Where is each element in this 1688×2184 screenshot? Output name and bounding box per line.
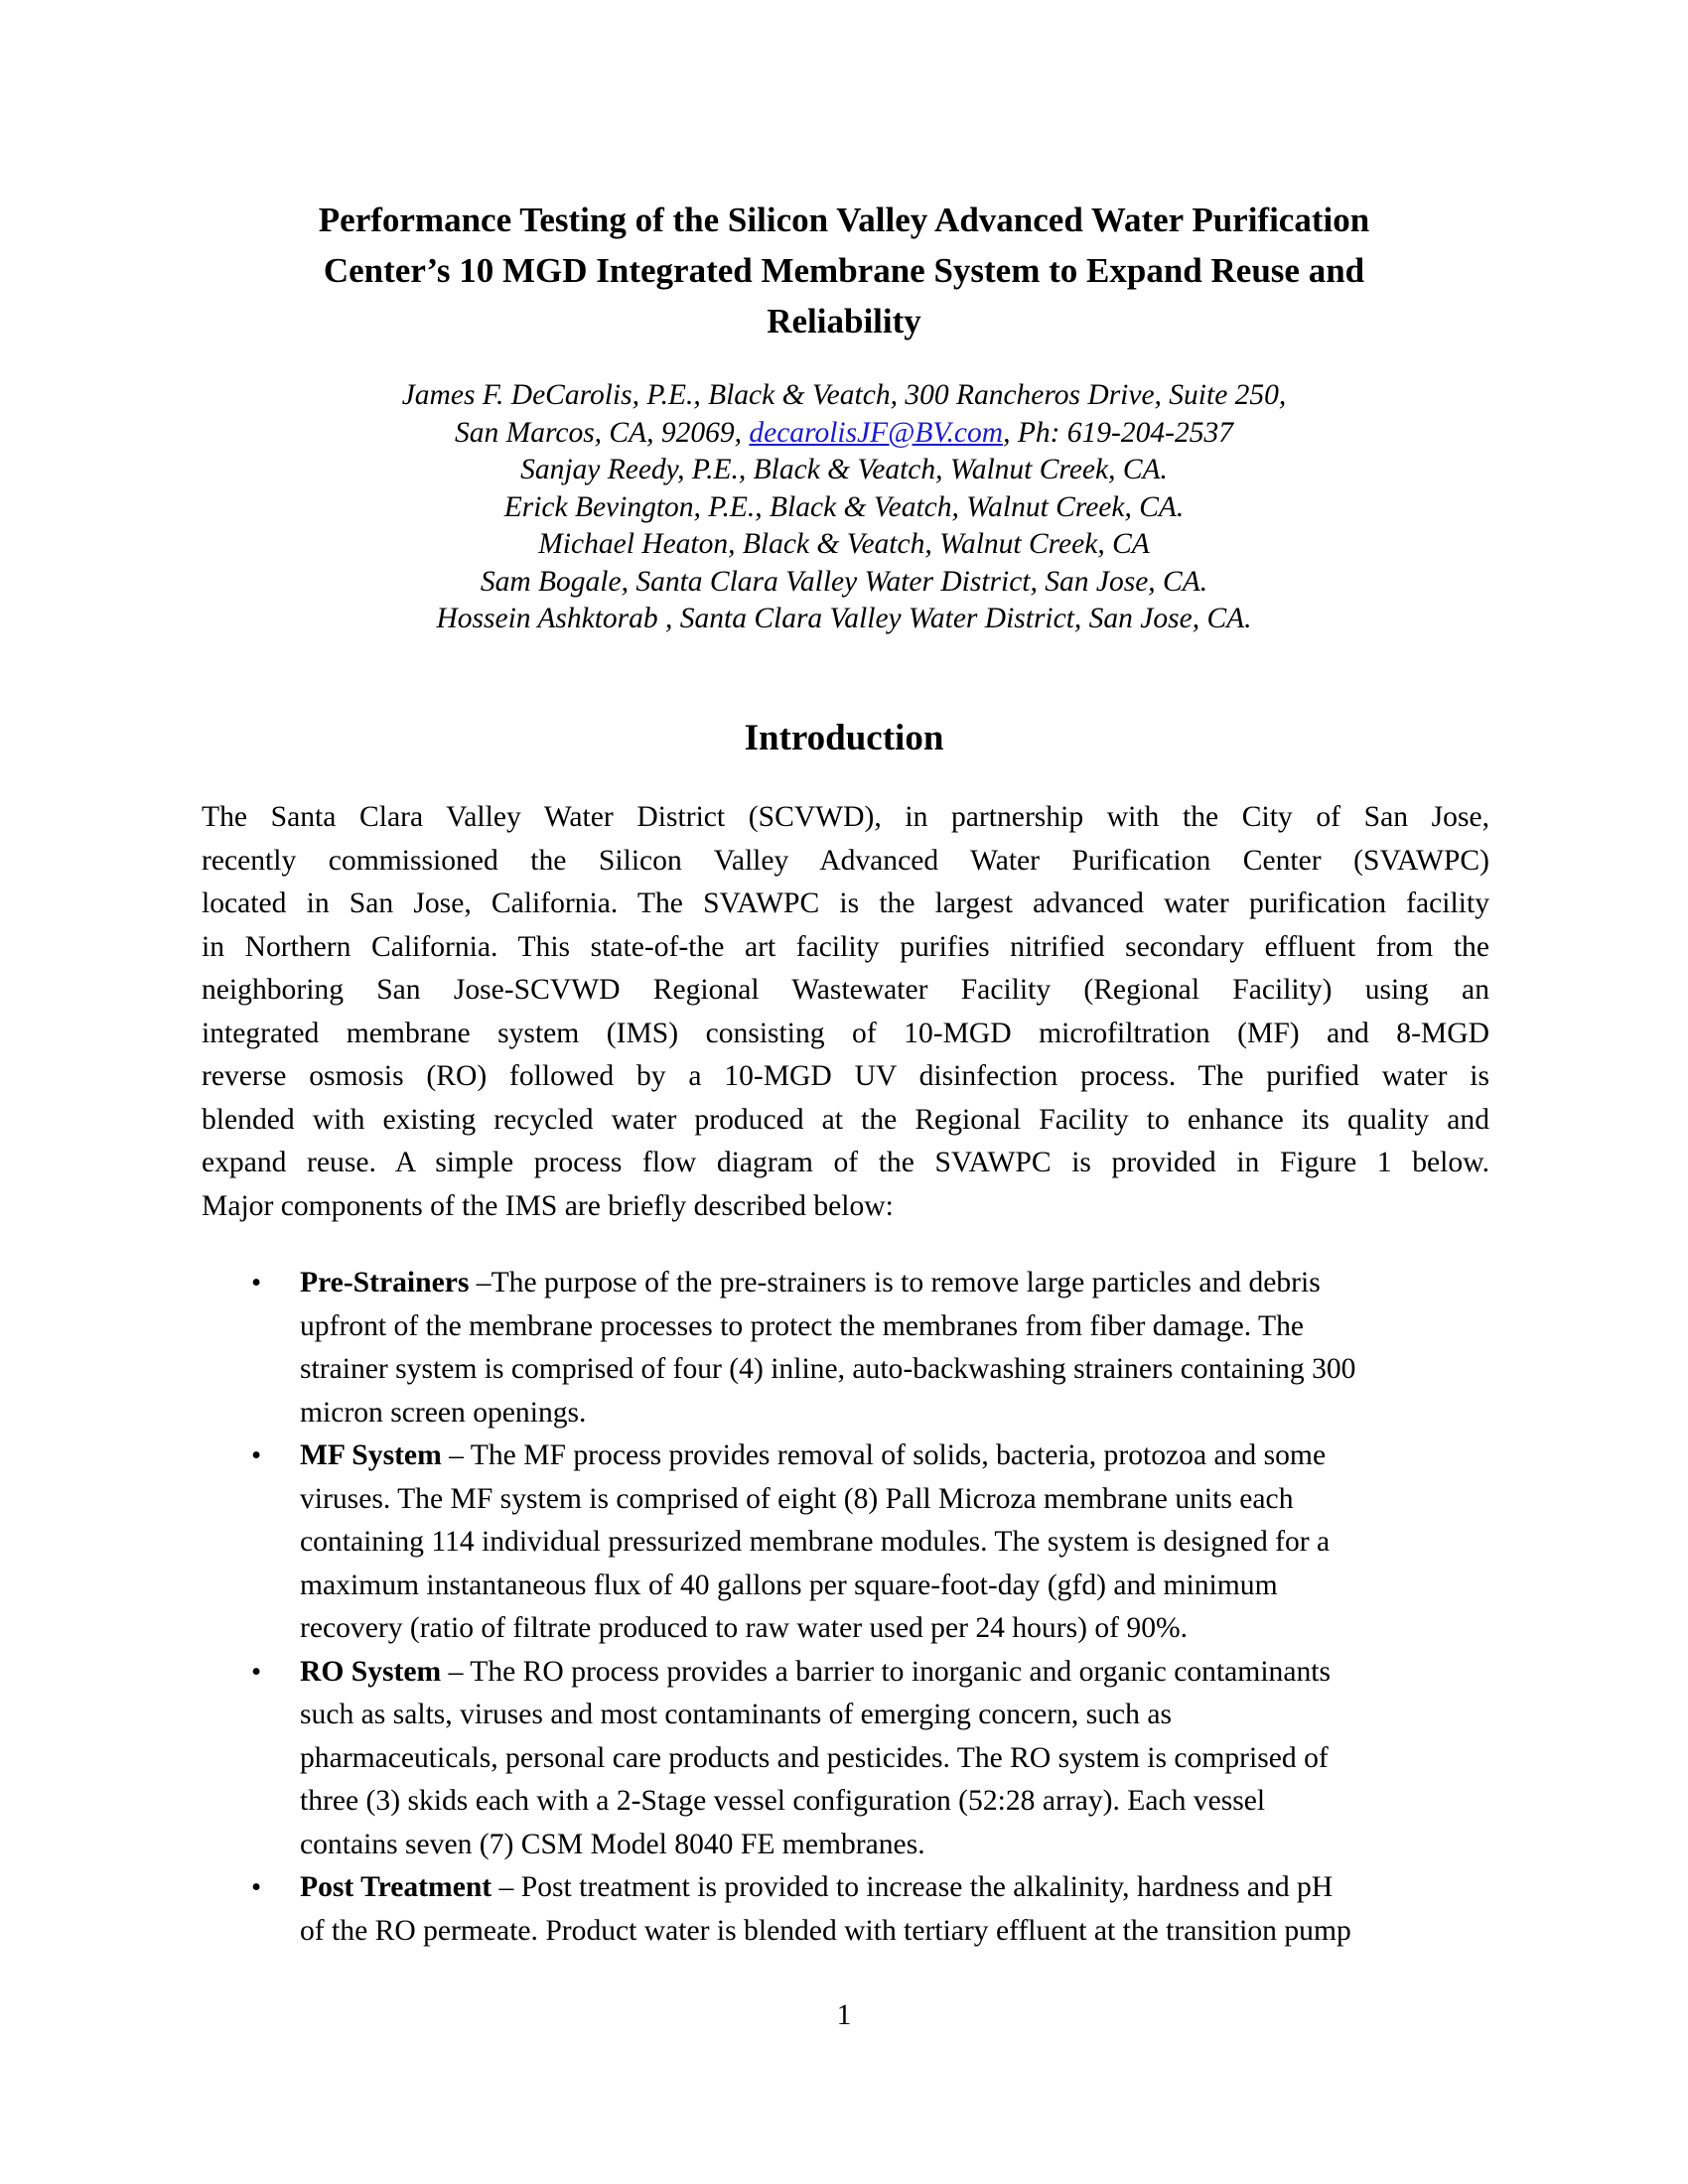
section-heading-introduction: Introduction xyxy=(744,718,944,758)
author-contact-line xyxy=(199,415,1489,453)
author-address: San Marcos, CA, 92069, xyxy=(455,416,750,449)
bullet-icon: • xyxy=(251,1267,262,1298)
list-item-line: recovery (ratio of filtrate produced to raw water used per 24 hours) of 90%. xyxy=(300,1612,1189,1644)
author-line: Hossein Ashktorab , Santa Clara Valley Water District, San Jose, CA. xyxy=(436,603,1252,634)
list-item-line: pharmaceuticals, personal care products and pesticides. The RO system is comprised of xyxy=(300,1741,1329,1774)
paper-title xyxy=(199,195,1489,346)
paragraph-line: located in San Jose, California. The SVAWPC is the largest advanced water purification facility xyxy=(202,887,1489,919)
list-item-line: maximum instantaneous flux of 40 gallons per square-foot-day (gfd) and minimum xyxy=(300,1569,1278,1601)
list-item-line: such as salts, viruses and most contaminants of emerging concern, such as xyxy=(300,1699,1173,1730)
list-item-term: RO System xyxy=(300,1655,442,1688)
list-item-line: micron screen openings. xyxy=(300,1396,587,1429)
author-email-link[interactable]: decarolisJF@BV.com xyxy=(749,416,1004,449)
paragraph-line: recently commissioned the Silicon Valley Advanced Water Purification Center (SVAWPC) xyxy=(202,844,1489,877)
paragraph-line: blended with existing recycled water produced at the Regional Facility to enhance its quality and xyxy=(202,1103,1489,1136)
paragraph-line: integrated membrane system (IMS) consisting of 10-MGD microfiltration (MF) and 8-MGD xyxy=(202,1017,1489,1049)
list-item-line: contains seven (7) CSM Model 8040 FE membranes. xyxy=(300,1828,925,1860)
list-item-line: strainer system is comprised of four (4) inline, auto-backwashing strainers containing 300 xyxy=(300,1353,1356,1385)
list-item-term: Post Treatment xyxy=(300,1871,492,1903)
list-item-mf-system xyxy=(202,1434,1489,1651)
author-line: Sanjay Reedy, P.E., Black & Veatch, Walnut Creek, CA. xyxy=(520,454,1168,485)
list-item-ro-system xyxy=(202,1651,1489,1867)
list-item-line: of the RO permeate. Product water is blended with tertiary effluent at the transition pump xyxy=(300,1914,1351,1947)
title-line: Performance Testing of the Silicon Valley Advanced Water Purification xyxy=(318,201,1370,239)
list-item-text: – The MF process provides removal of solids, bacteria, protozoa and some xyxy=(441,1439,1327,1471)
author-block xyxy=(199,377,1489,638)
list-item-term: MF System xyxy=(300,1439,442,1471)
paragraph-line: The Santa Clara Valley Water District (SCVWD), in partnership with the City of San Jose, xyxy=(202,801,1489,833)
list-item-line xyxy=(300,1866,1489,1910)
list-item-term: Pre-Strainers xyxy=(300,1267,470,1298)
list-item-text: – The RO process provides a barrier to inorganic and organic contaminants xyxy=(441,1655,1332,1688)
author-line: Erick Bevington, P.E., Black & Veatch, Walnut Creek, CA. xyxy=(503,490,1185,523)
list-item-line: containing 114 individual pressurized membrane modules. The system is designed for a xyxy=(300,1526,1331,1558)
paragraph-line: in Northern California. This state-of-the art facility purifies nitrified secondary effluent from the xyxy=(202,930,1489,963)
bullet-icon: • xyxy=(251,1439,262,1471)
title-line: Reliability xyxy=(767,302,921,341)
components-list xyxy=(202,1262,1489,1953)
list-item-line: viruses. The MF system is comprised of eight (8) Pall Microza membrane units each xyxy=(300,1482,1294,1515)
paragraph-line: Major components of the IMS are briefly described below: xyxy=(202,1189,894,1222)
list-item-line xyxy=(300,1434,1489,1478)
list-item-line: upfront of the membrane processes to protect the membranes from fiber damage. The xyxy=(300,1309,1305,1342)
list-item-text: – Post treatment is provided to increase the alkalinity, hardness and pH xyxy=(492,1871,1334,1903)
page-number: 1 xyxy=(836,1999,852,2031)
paragraph-line: expand reuse. A simple process flow diagram of the SVAWPC is provided in Figure 1 below. xyxy=(202,1147,1489,1178)
list-item-pre-strainers xyxy=(202,1262,1489,1434)
list-item-post-treatment xyxy=(202,1866,1489,1953)
intro-paragraph xyxy=(202,796,1489,1228)
title-line: Center’s 10 MGD Integrated Membrane System to Expand Reuse and xyxy=(323,251,1365,290)
paragraph-line: reverse osmosis (RO) followed by a 10-MGD UV disinfection process. The purified water is xyxy=(202,1060,1489,1092)
bullet-icon: • xyxy=(251,1871,262,1903)
list-item-text: –The purpose of the pre-strainers is to remove large particles and debris xyxy=(469,1267,1321,1298)
list-item-line: three (3) skids each with a 2-Stage vessel configuration (52:28 array). Each vessel xyxy=(300,1785,1266,1817)
author-line: Sam Bogale, Santa Clara Valley Water District, San Jose, CA. xyxy=(480,565,1208,598)
bullet-icon: • xyxy=(251,1655,262,1688)
list-item-line xyxy=(300,1262,1489,1305)
paragraph-line: neighboring San Jose-SCVWD Regional Wastewater Facility (Regional Facility) using an xyxy=(202,974,1489,1006)
list-item-line xyxy=(300,1651,1489,1695)
author-line: Michael Heaton, Black & Veatch, Walnut Creek, CA xyxy=(538,528,1150,560)
author-line: James F. DeCarolis, P.E., Black & Veatch, 300 Rancheros Drive, Suite 250, xyxy=(401,379,1287,411)
author-phone: , Ph: 619-204-2537 xyxy=(1003,416,1233,449)
